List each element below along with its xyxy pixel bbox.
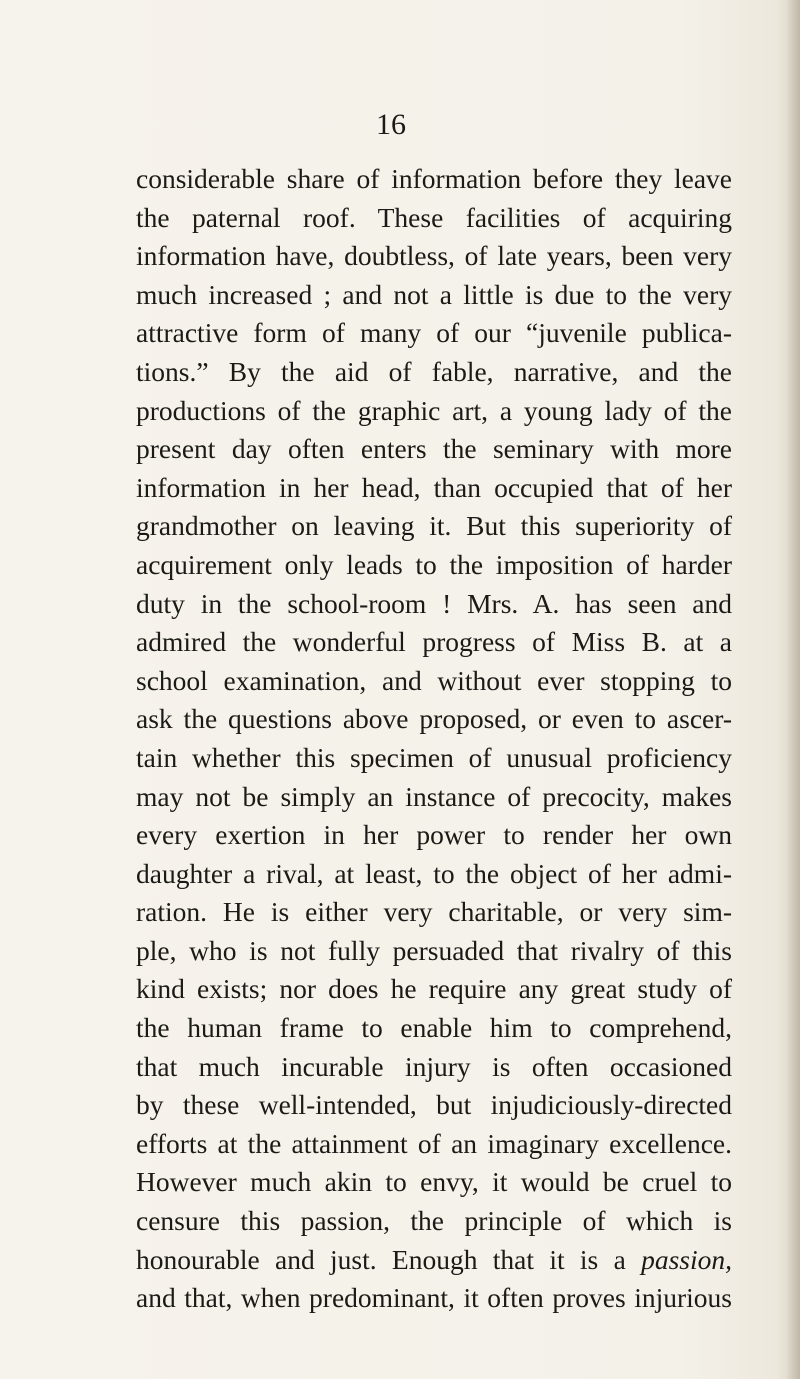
- text-line-27: However much akin to envy, it would be cruel to: [136, 1166, 732, 1198]
- text-line-28: censure this passion, the principle of which is: [136, 1205, 732, 1237]
- text-line-18: every exertion in her power to render her own: [136, 819, 732, 851]
- text-line-30: and that, when predominant, it often proves injurious: [136, 1282, 732, 1314]
- text-line-20: ration. He is either very charitable, or very sim-: [136, 896, 732, 928]
- text-line-11: acquirement only leads to the imposition of harder: [136, 548, 732, 580]
- text-line-3: information have, doubtless, of late years, been very: [136, 240, 732, 272]
- text-line-4: much increased ; and not a little is due to the very: [136, 278, 732, 310]
- text-line-21: ple, who is not fully persuaded that rivalry of this: [136, 934, 732, 966]
- text-line-26: efforts at the attainment of an imaginary excellence.: [136, 1127, 732, 1159]
- text-line-29: [136, 1241, 732, 1280]
- page-edge-shadow: [786, 0, 800, 1379]
- text-line-13: admired the wonderful progress of Miss B. at a: [136, 626, 732, 658]
- text-line-22: kind exists; nor does he require any great study of: [136, 973, 732, 1005]
- text-line-10: grandmother on leaving it. But this superiority of: [136, 510, 732, 542]
- text-line-24: that much incurable injury is often occasioned: [136, 1050, 732, 1082]
- text-line-17: may not be simply an instance of precocity, makes: [136, 780, 732, 812]
- italic-word: passion,: [641, 1243, 733, 1275]
- text-line-25: by these well-intended, but injudiciously-directed: [136, 1089, 732, 1121]
- text-line-16: tain whether this specimen of unusual proficiency: [136, 741, 732, 773]
- text-line-14: school examination, and without ever stopping to: [136, 664, 732, 696]
- text-line-29-main: honourable and just. Enough that it is a: [136, 1243, 626, 1275]
- page-number: 16: [376, 108, 406, 141]
- text-line-8: present day often enters the seminary with more: [136, 433, 732, 465]
- text-line-19: daughter a rival, at least, to the object of her admi-: [136, 857, 732, 889]
- text-line-23: the human frame to enable him to comprehend,: [136, 1012, 732, 1044]
- text-line-6: tions.” By the aid of fable, narrative, and the: [136, 355, 732, 387]
- text-line-7: productions of the graphic art, a young lady of the: [136, 394, 732, 426]
- text-line-5: attractive form of many of our “juvenile publica-: [136, 317, 732, 349]
- text-line-12: duty in the school-room ! Mrs. A. has seen and: [136, 587, 732, 619]
- body-text: [136, 160, 732, 1318]
- text-line-9: information in her head, than occupied that of her: [136, 471, 732, 503]
- text-line-15: ask the questions above proposed, or even to ascer-: [136, 703, 732, 735]
- text-line-1: considerable share of information before they leave: [136, 163, 732, 194]
- text-line-2: the paternal roof. These facilities of acquiring: [136, 201, 732, 233]
